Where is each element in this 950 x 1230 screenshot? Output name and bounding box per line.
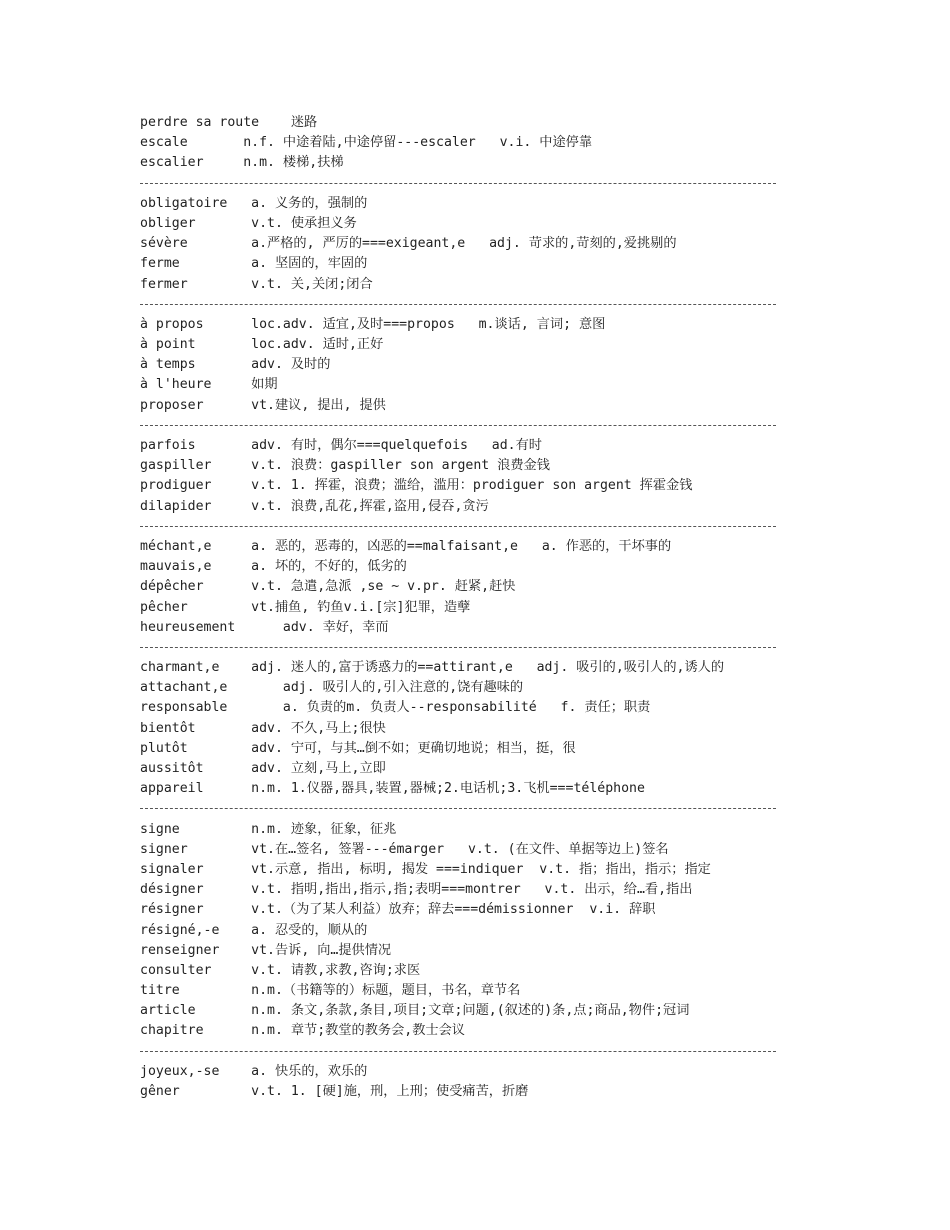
vocab-entry: résigné,-e a. 忍受的，顺从的 — [140, 922, 368, 938]
vocab-entry: à propos loc.adv. 适宜,及时===propos m.谈话, 言词; 意图 — [140, 316, 606, 332]
vocab-entry: article n.m. 条文,条款,条目,项目;文章;问题,(叙述的)条,点;商品,物件;冠词 — [140, 1003, 690, 1019]
vocab-entry: mauvais,e a. 坏的，不好的，低劣的 — [140, 559, 407, 575]
vocab-entry: renseigner vt.告诉, 向…提供情况 — [140, 942, 392, 958]
vocab-entry: ferme a. 坚固的，牢固的 — [140, 256, 368, 272]
vocab-entry: appareil n.m. 1.仪器,器具,装置,器械;2.电话机;3.飞机===téléphone — [140, 781, 645, 797]
vocab-entry: responsable a. 负责的m. 负责人--responsabilité f. 责任；职责 — [140, 700, 651, 716]
vocab-entry: perdre sa route 迷路 — [140, 115, 318, 130]
vocab-entry: fermer v.t. 关,关闭;闭合 — [140, 276, 373, 292]
vocab-entry: sévère a.严格的, 严厉的===exigeant,e adj. 苛求的,苛刻的,爱挑剔的 — [140, 236, 677, 252]
vocab-entry: attachant,e adj. 吸引人的,引入注意的,饶有趣味的 — [140, 680, 524, 696]
vocab-entry: proposer vt.建议, 提出, 提供 — [140, 397, 386, 413]
vocab-entry: obligatoire a. 义务的，强制的 — [140, 195, 368, 211]
vocab-entry: obliger v.t. 使承担义务 — [140, 215, 357, 231]
vocab-entry: charmant,e adj. 迷人的,富于诱惑力的==attirant,e adj. 吸引的,吸引人的,诱人的 — [140, 660, 725, 676]
dashed-separator — [140, 416, 920, 436]
vocab-entry: prodiguer v.t. 1. 挥霍，浪费；滥给，滥用：prodiguer son argent 挥霍金钱 — [140, 478, 693, 494]
vocab-entry: gaspiller v.t. 浪费：gaspiller son argent 浪费金钱 — [140, 458, 550, 474]
vocab-entry: désigner v.t. 指明,指出,指示,指;表明===montrer v.t. 出示，给…看,指出 — [140, 882, 693, 898]
vocab-entry: heureusement adv. 幸好，幸而 — [140, 619, 389, 635]
vocab-entry: signaler vt.示意, 指出, 标明, 揭发 ===indiquer v.t. 指；指出，指示；指定 — [140, 861, 711, 877]
vocab-entry: signe n.m. 迹象，征象，征兆 — [140, 821, 397, 837]
vocab-entry: dépêcher v.t. 急遣,急派 ,se ~ v.pr. 赶紧,赶快 — [140, 579, 516, 595]
vocab-entry: dilapider v.t. 浪费,乱花,挥霍,盗用,侵吞,贪污 — [140, 498, 489, 514]
vocab-entry: escale n.f. 中途着陆,中途停留---escaler v.i. 中途停靠 — [140, 135, 593, 151]
dashed-separator — [140, 638, 920, 658]
vocab-entry: à l'heure 如期 — [140, 377, 278, 393]
vocab-entry: consulter v.t. 请教,求教,咨询;求医 — [140, 962, 421, 978]
dashed-separator — [140, 517, 920, 537]
vocab-entry: signer vt.在…签名, 签署---émarger v.t. (在文件、单据等边上)签名 — [140, 841, 669, 857]
vocab-entry: résigner v.t.（为了某人利益）放弃；辞去===démissionner v.i. 辞职 — [140, 902, 656, 918]
vocab-entry: chapitre n.m. 章节;教堂的教务会,教士会议 — [140, 1023, 465, 1039]
vocab-entry: méchant,e a. 恶的，恶毒的，凶恶的==malfaisant,e a. 作恶的，干坏事的 — [140, 538, 672, 554]
vocab-entry: pêcher vt.捕鱼, 钓鱼v.i.[宗]犯罪，造孽 — [140, 599, 471, 615]
vocab-entry: titre n.m.（书籍等的）标题，题目，书名，章节名 — [140, 983, 521, 999]
dashed-separator — [140, 1042, 920, 1062]
vocab-entry: joyeux,-se a. 快乐的，欢乐的 — [140, 1063, 368, 1079]
vocab-entry: escalier n.m. 楼梯,扶梯 — [140, 155, 344, 171]
vocab-entry: bientôt adv. 不久,马上;很快 — [140, 720, 386, 736]
dashed-separator — [140, 799, 920, 819]
vocabulary-document — [140, 113, 920, 1102]
vocab-entry: à temps adv. 及时的 — [140, 357, 331, 373]
vocab-entry: plutôt adv. 宁可，与其…倒不如；更确切地说；相当，挺，很 — [140, 740, 576, 756]
vocab-entry: parfois adv. 有时，偶尔===quelquefois ad.有时 — [140, 438, 542, 453]
vocab-entry: à point loc.adv. 适时,正好 — [140, 337, 384, 353]
vocab-entry: gêner v.t. 1. [硬]施，刑，上刑；使受痛苦，折磨 — [140, 1084, 529, 1099]
dashed-separator — [140, 174, 920, 194]
dashed-separator — [140, 295, 920, 315]
vocab-entry: aussitôt adv. 立刻,马上,立即 — [140, 761, 386, 776]
